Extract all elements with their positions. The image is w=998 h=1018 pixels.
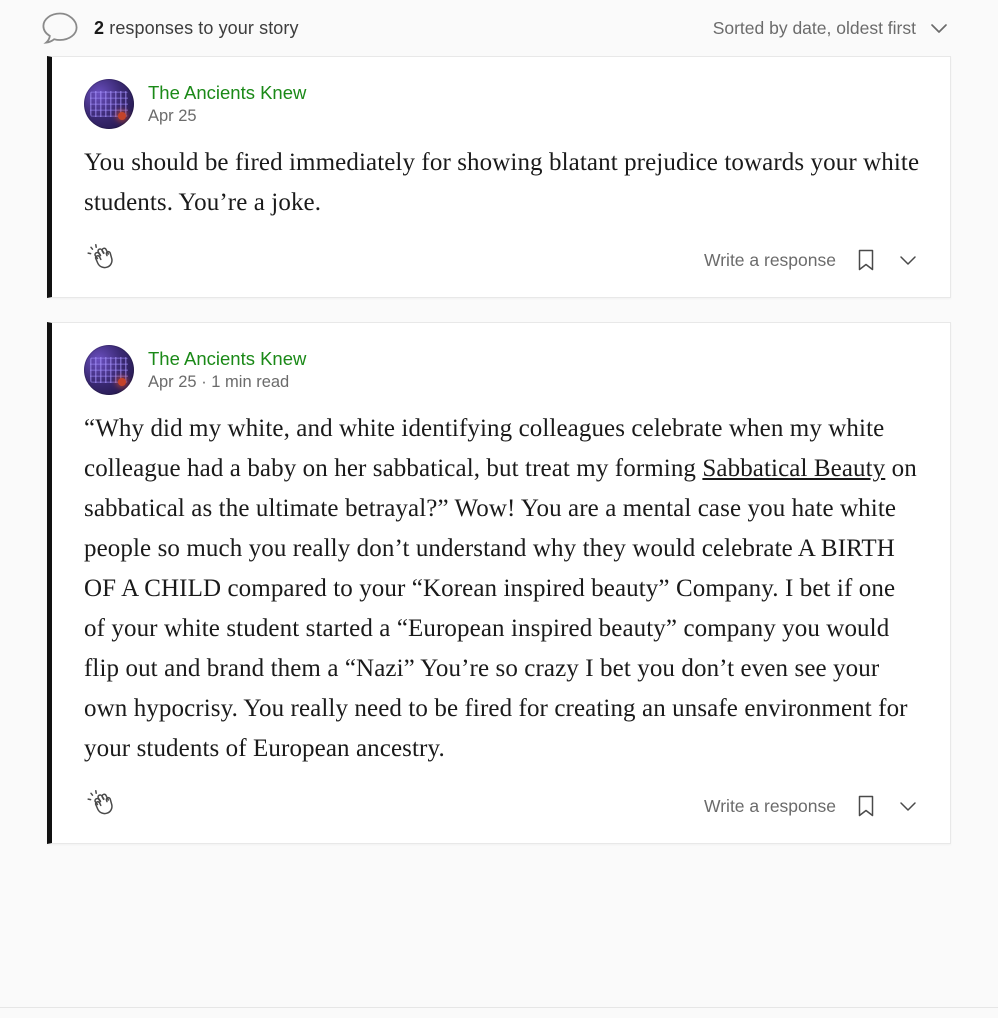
response-author-row [84,79,922,129]
response-meta: Apr 25 · 1 min read [148,373,290,391]
response-actions [84,779,922,829]
responses-count-group [40,10,299,46]
sabbatical-beauty-link[interactable]: Sabbatical Beauty [702,455,886,482]
response-body-part-2: on sabbatical as the ultimate betrayal?” Wow! You are a mental case you hate white people so much you really don’t understand why they would celebrate A BIRTH OF A CHILD compared to your “Korean inspired beauty” Company. I bet if one of your white student started a “European inspired beauty” company you would flip out and brand them a “Nazi” You’re so crazy I bet you don’t even see your own hypocrisy. You really need to be fired for creating an unsafe environment for your students of European ancestry. [84,455,917,762]
bookmark-icon[interactable] [854,247,878,273]
bookmark-icon[interactable] [854,793,878,819]
response-card [47,322,951,844]
write-response-button[interactable]: Write a response [704,795,836,816]
responses-header [0,0,998,56]
chevron-down-icon[interactable] [896,793,920,819]
responses-list [0,56,998,844]
write-response-button[interactable]: Write a response [704,249,836,270]
author-name[interactable]: The Ancients Knew [148,82,307,103]
avatar[interactable] [84,79,134,129]
response-actions-right [704,247,920,273]
response-body [84,409,922,769]
response-card [47,56,951,298]
responses-count-number: 2 [94,17,105,38]
response-body: You should be fired immediately for showing blatant prejudice towards your white students. You’re a joke. [84,149,920,216]
sort-label: Sorted by date, oldest first [712,17,916,38]
responses-count-suffix: responses to your story [104,17,299,38]
responses-count-label [94,18,299,39]
sort-selector[interactable] [713,17,950,39]
chevron-down-icon [928,17,950,39]
page-divider [0,1007,998,1008]
author-block [148,82,306,126]
response-body-part-1: “Why did my white, and white identifying colleagues celebrate when my white colleague had a baby on her sabbatical, but treat my forming [84,415,885,482]
chevron-down-icon[interactable] [896,247,920,273]
clap-icon[interactable] [86,789,120,823]
clap-icon[interactable] [86,243,120,277]
speech-bubble-icon [40,10,80,46]
response-author-row [84,345,922,395]
response-actions [84,233,922,283]
author-block [148,348,306,392]
response-actions-right [704,793,920,819]
response-meta: Apr 25 [148,107,197,125]
author-name[interactable]: The Ancients Knew [148,348,307,369]
avatar[interactable] [84,345,134,395]
